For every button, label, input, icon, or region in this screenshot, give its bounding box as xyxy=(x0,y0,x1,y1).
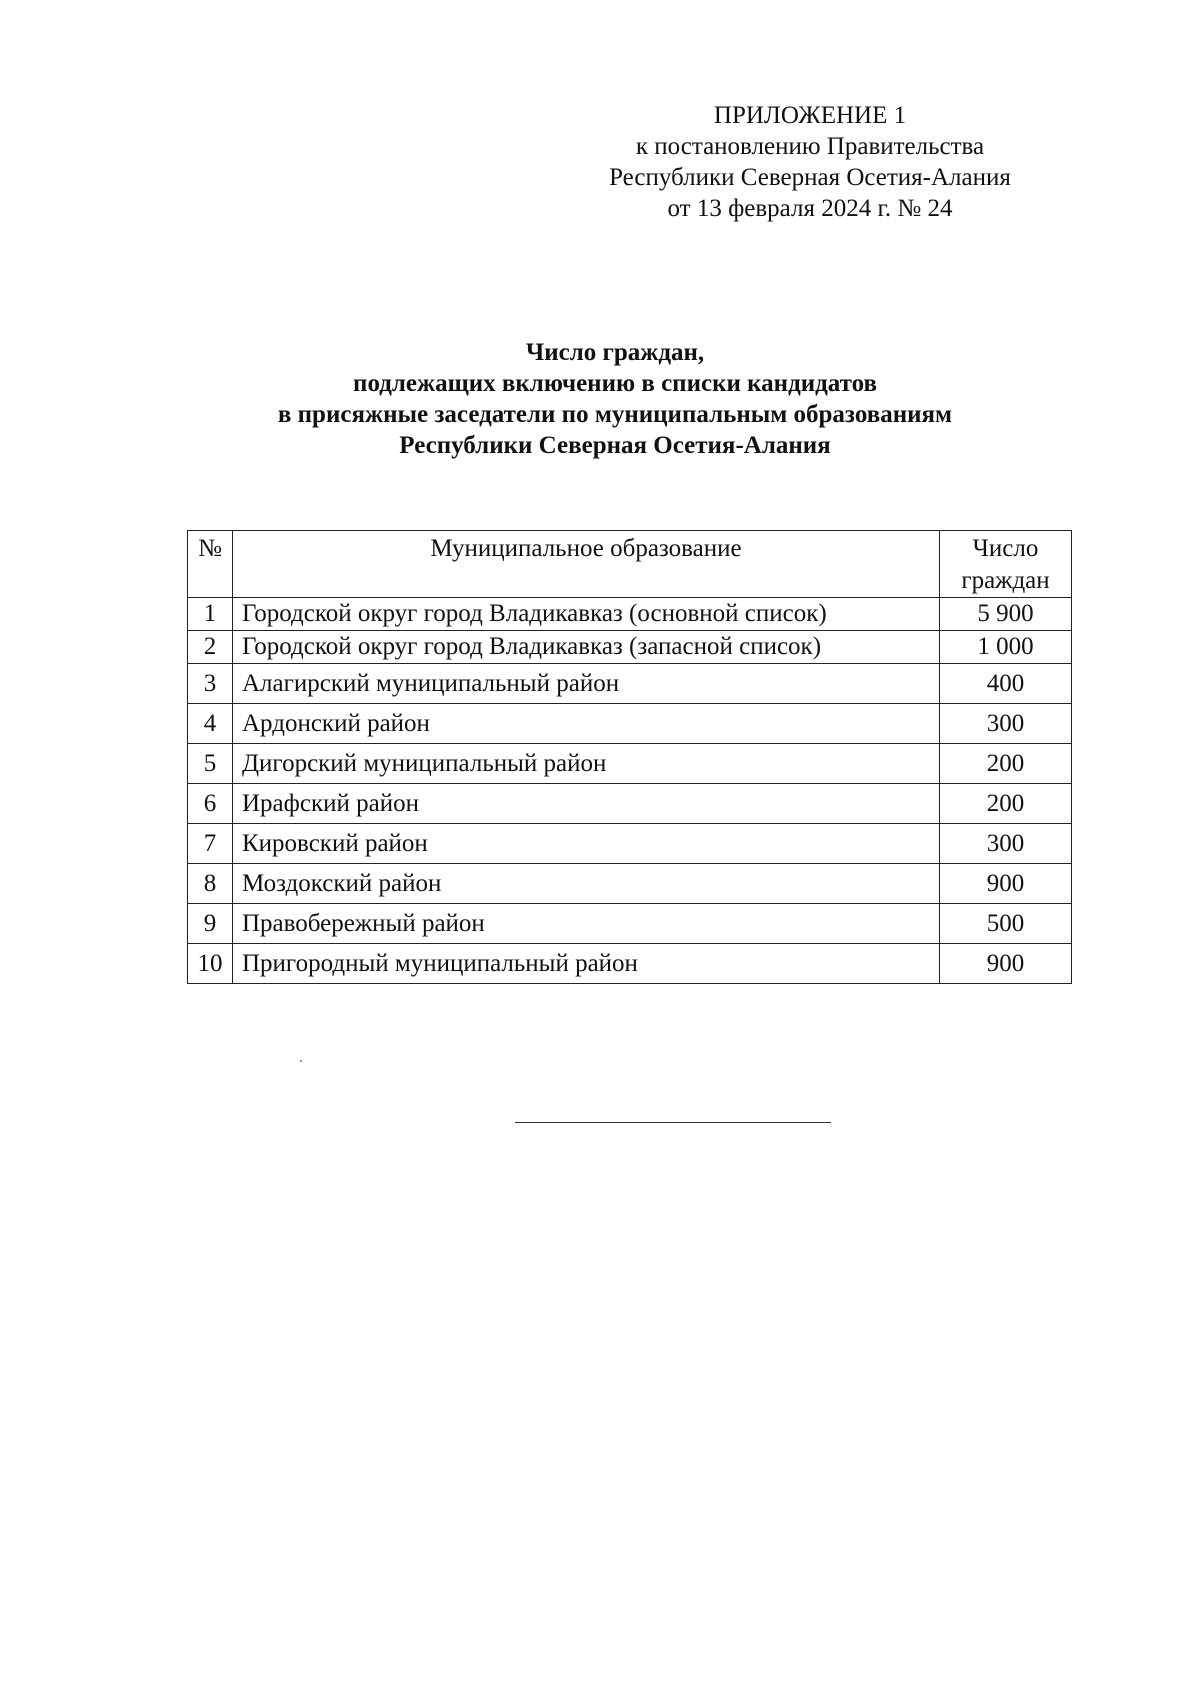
annex-label: ПРИЛОЖЕНИЕ 1 xyxy=(713,102,907,129)
document-title xyxy=(150,337,1080,461)
table-row xyxy=(188,664,1072,704)
row-municipality: Ардонский район xyxy=(233,704,940,744)
table-row xyxy=(188,864,1072,904)
title-line-4: Республики Северная Осетия-Алания xyxy=(399,432,831,459)
row-count: 300 xyxy=(940,704,1072,744)
header-count-line-2: граждан xyxy=(961,567,1050,594)
row-num: 1 xyxy=(188,598,233,631)
row-num: 5 xyxy=(188,744,233,784)
table-row xyxy=(188,704,1072,744)
table-row xyxy=(188,631,1072,664)
title-line-2: подлежащих включению в списки кандидатов xyxy=(353,370,877,397)
row-num: 10 xyxy=(188,944,233,984)
row-num: 3 xyxy=(188,664,233,704)
header-count xyxy=(940,531,1072,598)
row-municipality: Дигорский муниципальный район xyxy=(233,744,940,784)
annex-header xyxy=(560,100,1060,224)
row-num: 7 xyxy=(188,824,233,864)
row-count: 500 xyxy=(940,904,1072,944)
annex-republic: Республики Северная Осетия-Алания xyxy=(609,164,1011,191)
row-count: 900 xyxy=(940,864,1072,904)
table-row xyxy=(188,904,1072,944)
row-count: 200 xyxy=(940,744,1072,784)
row-municipality: Пригородный муниципальный район xyxy=(233,944,940,984)
row-num: 2 xyxy=(188,631,233,664)
row-municipality: Кировский район xyxy=(233,824,940,864)
row-municipality: Ирафский район xyxy=(233,784,940,824)
header-count-line-1: Число xyxy=(972,535,1039,562)
table-row xyxy=(188,944,1072,984)
table-row xyxy=(188,784,1072,824)
row-count: 5 900 xyxy=(940,598,1072,631)
row-count: 900 xyxy=(940,944,1072,984)
row-num: 4 xyxy=(188,704,233,744)
row-num: 6 xyxy=(188,784,233,824)
title-line-3: в присяжные заседатели по муниципальным образованиям xyxy=(277,401,953,428)
row-count: 200 xyxy=(940,784,1072,824)
row-municipality: Городской округ город Владикавказ (запасной список) xyxy=(233,631,940,664)
row-count: 1 000 xyxy=(940,631,1072,664)
row-municipality: Моздокский район xyxy=(233,864,940,904)
table-header-row xyxy=(188,531,1072,598)
row-num: 9 xyxy=(188,904,233,944)
table-row xyxy=(188,824,1072,864)
title-line-1: Число граждан, xyxy=(525,339,705,366)
row-municipality: Правобережный район xyxy=(233,904,940,944)
row-municipality: Городской округ город Владикавказ (основной список) xyxy=(233,598,940,631)
citizens-table xyxy=(187,530,1072,984)
row-count: 400 xyxy=(940,664,1072,704)
row-num: 8 xyxy=(188,864,233,904)
annex-date-number: от 13 февраля 2024 г. № 24 xyxy=(667,195,953,222)
row-municipality: Алагирский муниципальный район xyxy=(233,664,940,704)
scan-speck xyxy=(300,1060,302,1062)
table-row xyxy=(188,744,1072,784)
row-count: 300 xyxy=(940,824,1072,864)
closing-divider xyxy=(515,1122,831,1123)
annex-reference: к постановлению Правительства xyxy=(635,133,985,160)
table-row xyxy=(188,598,1072,631)
header-municipality: Муниципальное образование xyxy=(233,531,940,598)
header-num: № xyxy=(188,531,233,598)
